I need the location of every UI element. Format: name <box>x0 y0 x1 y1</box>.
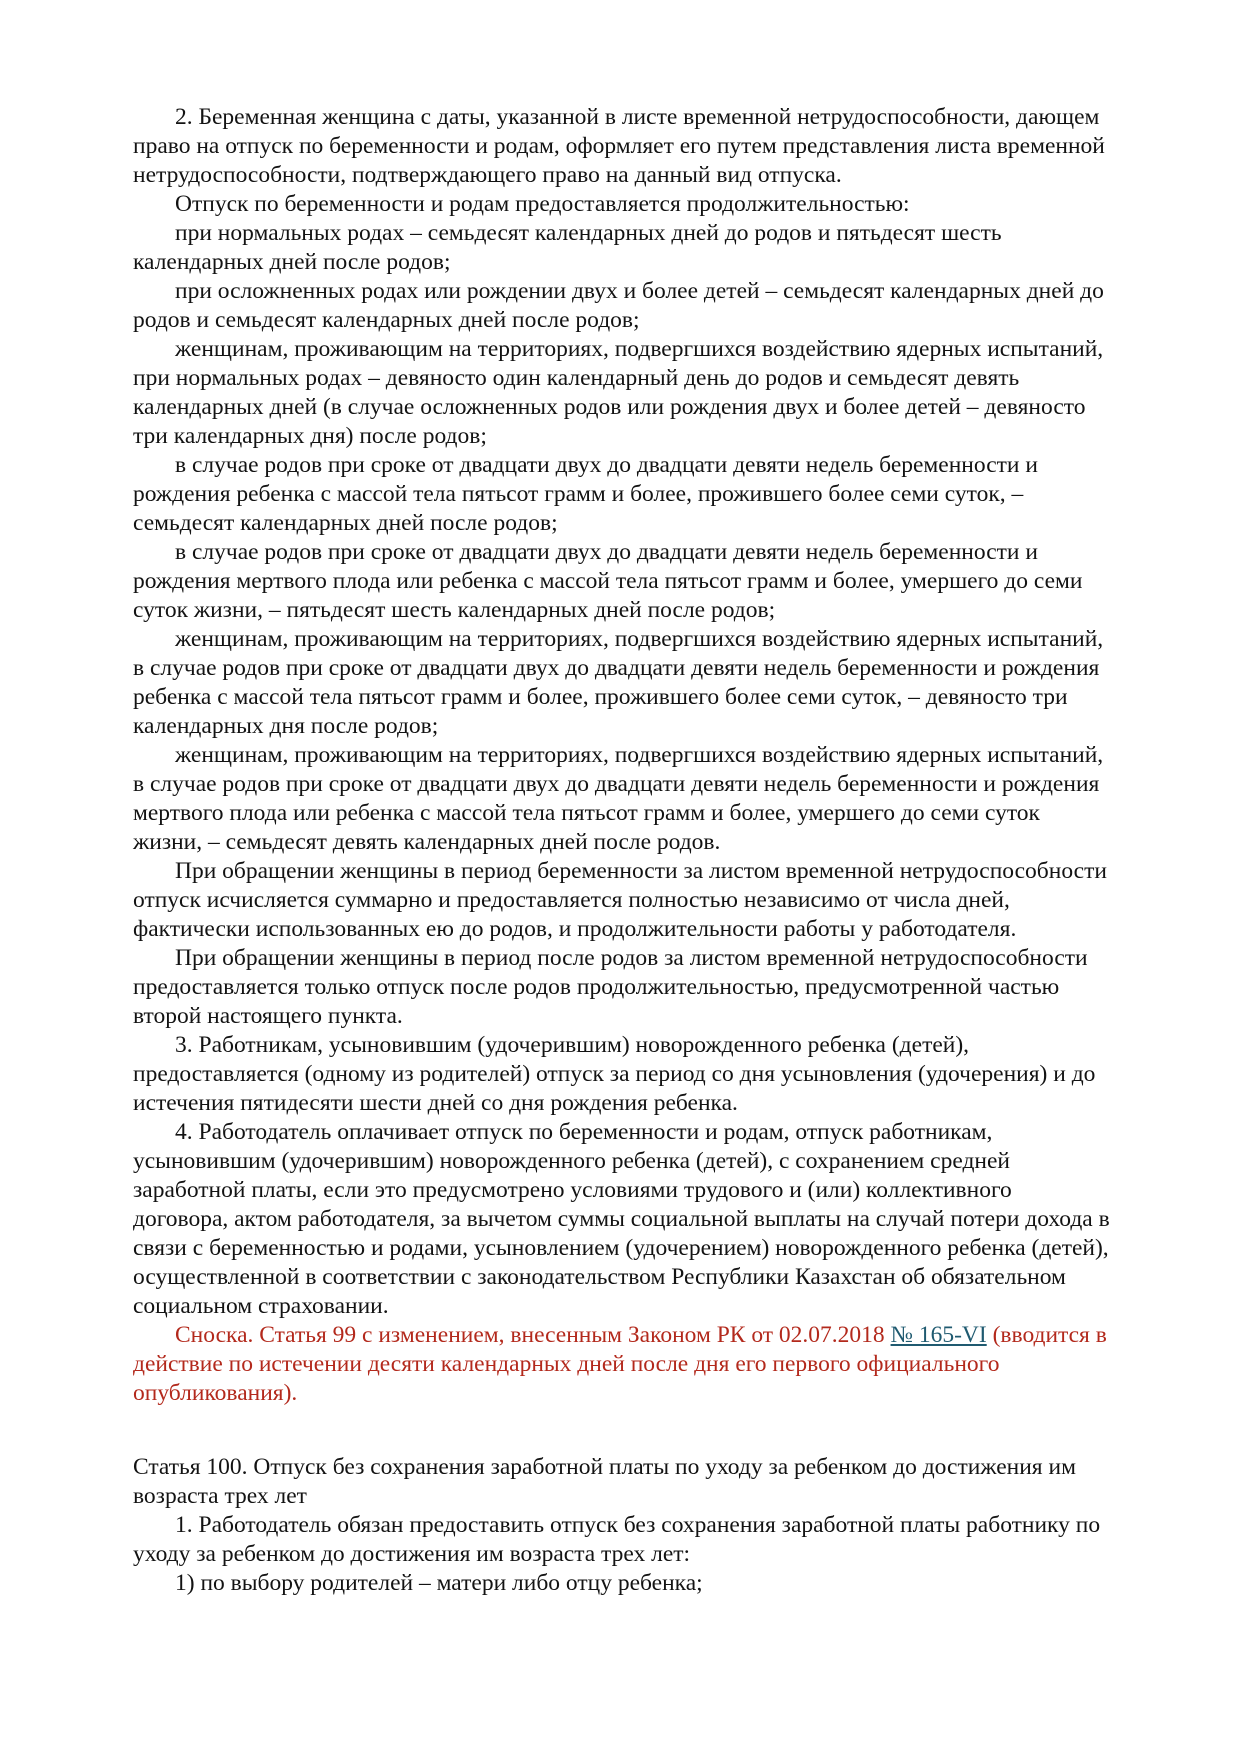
footnote-text: Сноска. Статья 99 с изменением, внесенным Законом РК от 02.07.2018 <box>175 1322 891 1348</box>
paragraph: при нормальных родах – семьдесят календарных дней до родов и пятьдесят шесть календарных дней после родов; <box>133 220 1002 275</box>
paragraph: При обращении женщины в период беременности за листом временной нетрудоспособности отпуск исчисляется суммарно и предоставляется полностью независимо от числа дней, фактически использованных ею до родов, и продолжительности работы у работодателя. <box>133 858 1107 942</box>
paragraph: 1) по выбору родителей – матери либо отцу ребенка; <box>175 1570 703 1596</box>
paragraph: при осложненных родах или рождении двух и более детей – семьдесят календарных дней до родов и семьдесят календарных дней после родов; <box>133 278 1104 333</box>
paragraph: в случае родов при сроке от двадцати двух до двадцати девяти недель беременности и рождения мертвого плода или ребенка с массой тела пятьсот грамм и более, умершего до семи суток жизни, – пятьдесят шесть календарных дней после родов; <box>133 539 1083 623</box>
paragraph: в случае родов при сроке от двадцати двух до двадцати девяти недель беременности и рождения ребенка с массой тела пятьсот грамм и более, прожившего более семи суток, – семьдесят календарных дней после родов; <box>133 452 1038 536</box>
article-heading: Статья 100. Отпуск без сохранения заработной платы по уходу за ребенком до достижения им возраста трех лет <box>133 1454 1076 1509</box>
paragraph: женщинам, проживающим на территориях, подвергшихся воздействию ядерных испытаний, в случае родов при сроке от двадцати двух до двадцати девяти недель беременности и рождения мертвого плода или ребенка с массой тела пятьсот грамм и более, умершего до семи суток жизни, – семьдесят девять календарных дней после родов. <box>133 742 1104 855</box>
footnote-paragraph <box>133 1321 1110 1408</box>
law-link[interactable]: № 165-VI <box>890 1322 987 1348</box>
paragraph: 1. Работодатель обязан предоставить отпуск без сохранения заработной платы работнику по уходу за ребенком до достижения им возраста трех лет: <box>133 1512 1101 1567</box>
paragraph: женщинам, проживающим на территориях, подвергшихся воздействию ядерных испытаний, при нормальных родах – девяносто один календарный день до родов и семьдесят девять календарных дней (в случае осложненных родов или рождения двух и более детей – девяносто три календарных дня) после родов; <box>133 336 1104 449</box>
paragraph: женщинам, проживающим на территориях, подвергшихся воздействию ядерных испытаний, в случае родов при сроке от двадцати двух до двадцати девяти недель беременности и рождения ребенка с массой тела пятьсот грамм и более, прожившего более семи суток, – девяносто три календарных дня после родов; <box>133 626 1104 739</box>
paragraph: 4. Работодатель оплачивает отпуск по беременности и родам, отпуск работникам, усыновившим (удочерившим) новорожденного ребенка (детей), с сохранением средней заработной платы, если это предусмотрено условиями трудового и (или) коллективного договора, актом работодателя, за вычетом суммы социальной выплаты на случай потери дохода в связи с беременностью и родами, усыновлением (удочерением) новорожденного ребенка (детей), осуществленной в соответствии с законодательством Республики Казахстан об обязательном социальном страховании. <box>133 1119 1110 1319</box>
paragraph: Отпуск по беременности и родам предоставляется продолжительностью: <box>175 191 910 217</box>
footnote-text: (вводится в действие по истечении десяти календарных дней после дня его первого официального опубликования). <box>133 1322 1107 1406</box>
document-body <box>133 103 1110 1598</box>
paragraph: 2. Беременная женщина с даты, указанной в листе временной нетрудоспособности, дающем право на отпуск по беременности и родам, оформляет его путем представления листа временной нетрудоспособности, подтверждающего право на данный вид отпуска. <box>133 104 1105 188</box>
paragraph: При обращении женщины в период после родов за листом временной нетрудоспособности предоставляется только отпуск после родов продолжительностью, предусмотренной частью второй настоящего пункта. <box>133 945 1088 1029</box>
paragraph: 3. Работникам, усыновившим (удочерившим) новорожденного ребенка (детей), предоставляется (одному из родителей) отпуск за период со дня усыновления (удочерения) и до истечения пятидесяти шести дней со дня рождения ребенка. <box>133 1032 1096 1116</box>
paragraph-spacer <box>133 1408 1110 1437</box>
